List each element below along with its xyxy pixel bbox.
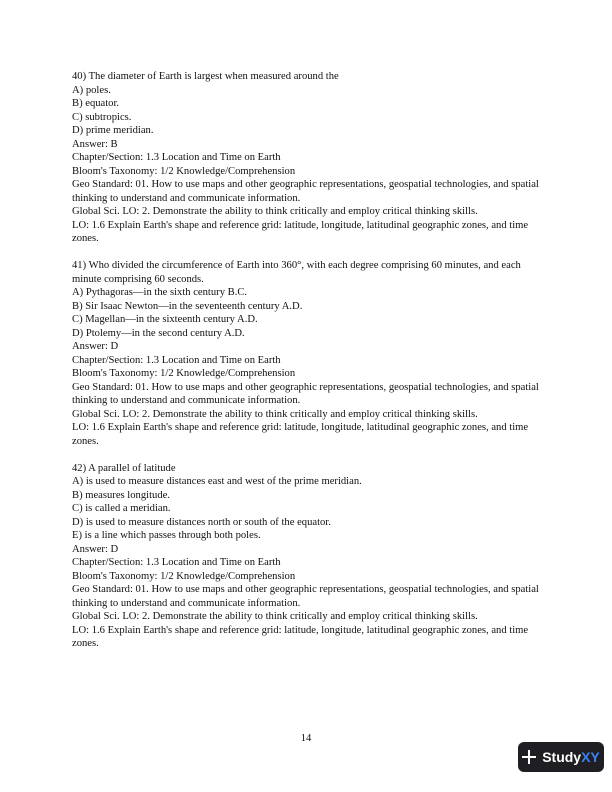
geo-standard: Geo Standard: 01. How to use maps and other geographic representations, geospatial technologies, and spatial thinking to understand and communicate information. — [72, 179, 539, 204]
choice-b: B) measures longitude. — [72, 489, 170, 501]
chapter-section: Chapter/Section: 1.3 Location and Time on Earth — [72, 152, 281, 163]
global-sci-lo: Global Sci. LO: 2. Demonstrate the ability to think critically and employ critical thinking skills. — [72, 611, 478, 622]
global-sci-lo: Global Sci. LO: 2. Demonstrate the ability to think critically and employ critical thinking skills. — [72, 206, 478, 217]
answer-line: Answer: D — [72, 341, 119, 352]
chapter-section: Chapter/Section: 1.3 Location and Time on Earth — [72, 557, 281, 568]
page-number: 14 — [300, 733, 312, 744]
choice-b: B) Sir Isaac Newton—in the seventeenth century A.D. — [72, 300, 303, 312]
choice-d: D) prime meridian. — [72, 125, 154, 136]
question-42 — [72, 462, 547, 651]
learning-objective: LO: 1.6 Explain Earth's shape and reference grid: latitude, longitude, latitudinal geographic zones, and time zones. — [72, 624, 529, 649]
choice-d: D) is used to measure distances north or south of the equator. — [72, 516, 331, 528]
question-line: 42) A parallel of latitude — [72, 462, 176, 474]
learning-objective: LO: 1.6 Explain Earth's shape and reference grid: latitude, longitude, latitudinal geographic zones, and time zones. — [72, 422, 529, 447]
choice-c: C) is called a meridian. — [72, 503, 171, 514]
answer-line: Answer: B — [72, 138, 118, 150]
page-content — [72, 70, 547, 664]
blooms-taxonomy: Bloom's Taxonomy: 1/2 Knowledge/Comprehension — [72, 165, 296, 177]
answer-line: Answer: D — [72, 543, 119, 555]
geo-standard: Geo Standard: 01. How to use maps and other geographic representations, geospatial technologies, and spatial thinking to understand and communicate information. — [72, 584, 539, 609]
geo-standard: Geo Standard: 01. How to use maps and other geographic representations, geospatial technologies, and spatial thinking to understand and communicate information. — [72, 381, 539, 406]
choice-a: A) poles. — [72, 84, 111, 96]
learning-objective: LO: 1.6 Explain Earth's shape and reference grid: latitude, longitude, latitudinal geographic zones, and time zones. — [72, 219, 529, 244]
choice-c: C) Magellan—in the sixteenth century A.D. — [72, 314, 258, 325]
blooms-taxonomy: Bloom's Taxonomy: 1/2 Knowledge/Comprehension — [72, 570, 296, 582]
badge-label — [542, 749, 600, 765]
choice-b: B) equator. — [72, 98, 120, 109]
blooms-taxonomy: Bloom's Taxonomy: 1/2 Knowledge/Comprehension — [72, 368, 296, 379]
badge-suffix: XY — [581, 749, 600, 765]
chapter-section: Chapter/Section: 1.3 Location and Time on Earth — [72, 354, 281, 366]
question-line: 40) The diameter of Earth is largest when measured around the — [72, 71, 339, 82]
choice-d: D) Ptolemy—in the second century A.D. — [72, 327, 245, 339]
question-41 — [72, 259, 547, 448]
studyxy-badge[interactable] — [518, 742, 604, 772]
question-40 — [72, 70, 547, 246]
plus-icon — [522, 750, 536, 764]
choice-a: A) is used to measure distances east and west of the prime meridian. — [72, 476, 362, 487]
choice-a: A) Pythagoras—in the sixth century B.C. — [72, 287, 248, 298]
question-line: 41) Who divided the circumference of Earth into 360°, with each degree comprising 60 minutes, and each minute comprising 60 seconds. — [72, 260, 521, 285]
global-sci-lo: Global Sci. LO: 2. Demonstrate the ability to think critically and employ critical thinking skills. — [72, 408, 478, 420]
choice-c: C) subtropics. — [72, 111, 132, 123]
badge-prefix: Study — [542, 749, 582, 765]
choice-e: E) is a line which passes through both poles. — [72, 530, 261, 541]
